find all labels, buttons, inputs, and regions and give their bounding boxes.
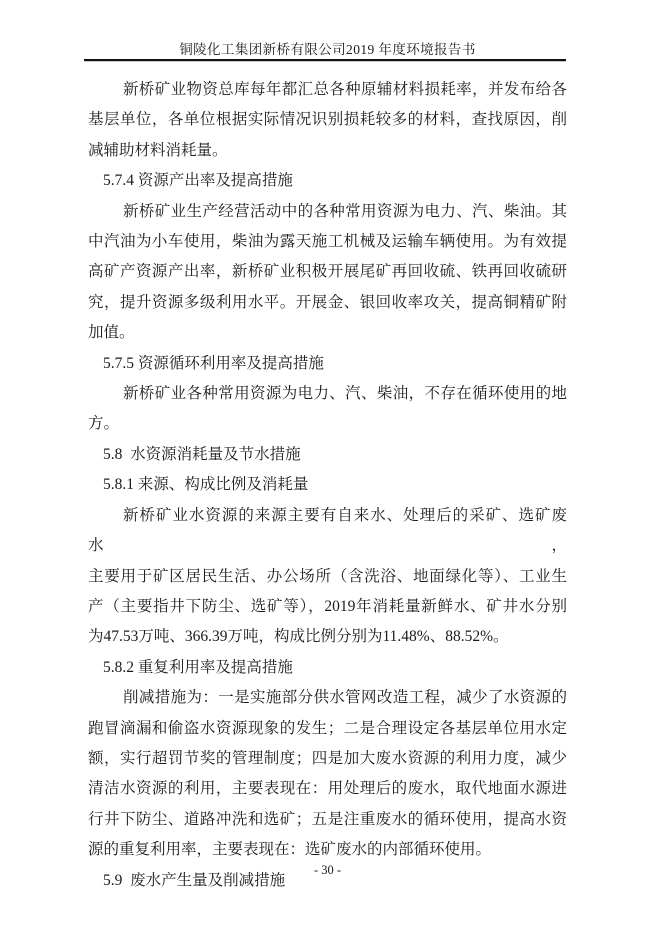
paragraph-line: 产（主要指井下防尘、选矿等），2019年消耗量新鲜水、矿井水分别 <box>88 597 567 615</box>
paragraph-line: 新桥矿业生产经营活动中的各种常用资源为电力、汽、柴油。其 <box>123 202 567 220</box>
section-heading: 5.7.4 资源产出率及提高措施 <box>103 172 293 190</box>
paragraph-line: 跑冒滴漏和偷盗水资源现象的发生；二是合理设定各基层单位用水定 <box>88 719 567 737</box>
paragraph-line: 方。 <box>88 415 120 433</box>
paragraph-line: 新桥矿业各种常用资源为电力、汽、柴油，不存在循环使用的地 <box>123 385 567 403</box>
paragraph-line: 源的重复利用率，主要表现在：选矿废水的内部循环使用。 <box>88 841 492 859</box>
page-number: - 30 - <box>313 863 342 877</box>
paragraph-line: 清洁水资源的利用，主要表现在：用处理后的废水，取代地面水源进 <box>88 780 567 798</box>
section-heading: 5.8.1 来源、构成比例及消耗量 <box>103 476 309 494</box>
paragraph-line: 主要用于矿区居民生活、办公场所（含洗浴、地面绿化等）、工业生 <box>88 567 567 585</box>
paragraph-line: 中汽油为小车使用，柴油为露天施工机械及运输车辆使用。为有效提 <box>88 233 567 251</box>
paragraph-line: 行井下防尘、道路冲洗和选矿；五是注重废水的循环使用，提高水资 <box>88 810 567 828</box>
section-heading: 5.8 水资源消耗量及节水措施 <box>103 445 301 463</box>
paragraph-line: 新桥矿业水资源的来源主要有自来水、处理后的采矿、选矿废水， <box>88 506 567 555</box>
paragraph-line: 新桥矿业物资总库每年都汇总各种原辅材料损耗率，并发布给各 <box>123 81 567 98</box>
page-header-title: 铜陵化工集团新桥有限公司2019 年度环境报告书 <box>179 42 476 57</box>
header-rule <box>84 59 566 62</box>
document-body <box>88 75 567 896</box>
paragraph-line: 为47.53万吨、366.39万吨，构成比例分别为11.48%、88.52%。 <box>88 628 509 646</box>
paragraph-line: 减辅助材料消耗量。 <box>88 141 228 159</box>
paragraph-line: 究，提升资源多级利用水平。开展金、银回收率攻关，提高铜精矿附 <box>88 293 567 311</box>
paragraph-line: 削减措施为：一是实施部分供水管网改造工程，减少了水资源的 <box>123 689 567 707</box>
paragraph-line: 高矿产资源产出率，新桥矿业积极开展尾矿再回收硫、铁再回收硫研 <box>88 263 567 281</box>
section-heading: 5.9 废水产生量及削减措施 <box>103 871 286 889</box>
section-heading: 5.7.5 资源循环利用率及提高措施 <box>103 354 324 372</box>
paragraph-line: 基层单位，各单位根据实际情况识别损耗较多的材料，查找原因，削 <box>88 111 567 129</box>
paragraph-line: 加值。 <box>88 324 135 342</box>
section-heading: 5.8.2 重复利用率及提高措施 <box>103 658 293 676</box>
paragraph-line: 额，实行超罚节奖的管理制度；四是加大废水资源的利用力度，减少 <box>88 749 567 767</box>
